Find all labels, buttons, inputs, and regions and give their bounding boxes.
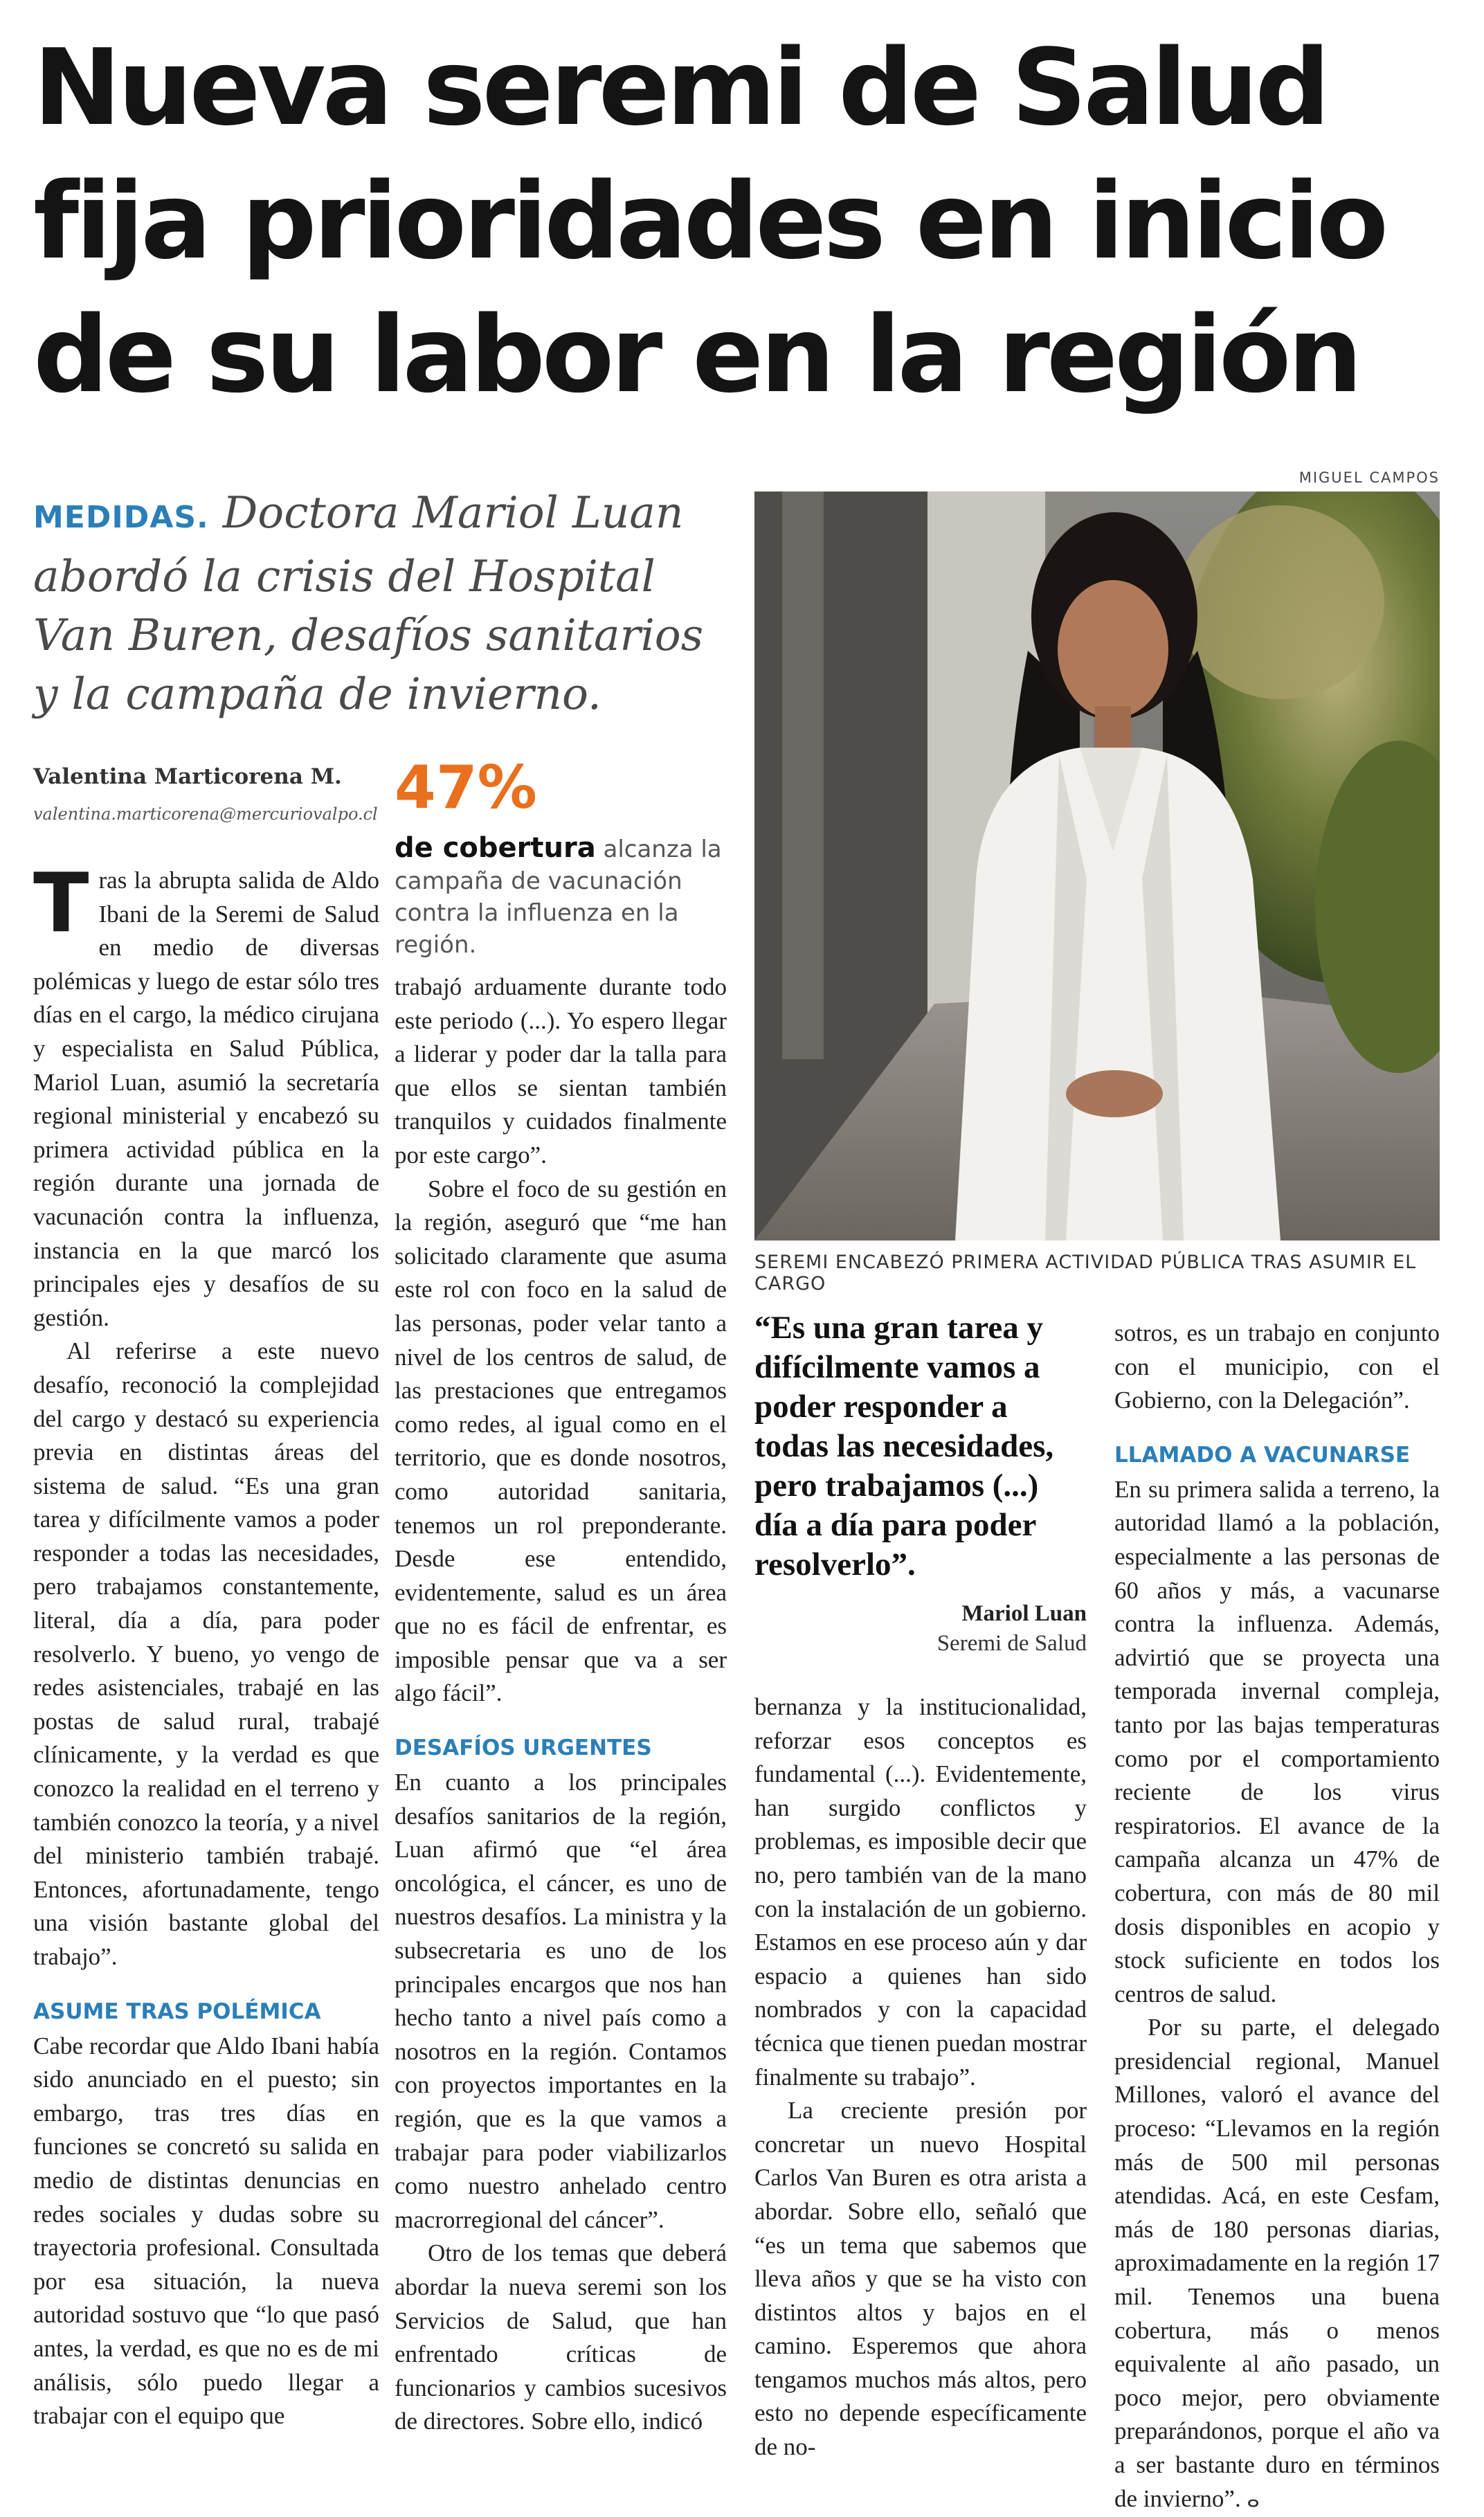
subhead-desafios: DESAFÍOS URGENTES (395, 1735, 652, 1761)
body-column-4 (1114, 1317, 1440, 2517)
body-column-1 (33, 855, 379, 2433)
drop-cap: T (33, 855, 89, 950)
quote-text: “Es una gran tarea y difícilmente vamos a poder responder a todas las necesidades, pero trabajamos (...) día a día para poder resolverlo”. (754, 1310, 1054, 1582)
paragraph-text: Por su parte, el delegado presidencial regional, Manuel Millones, valoró el avance del proceso: “Llevamos en la región más de 500 mil personas atendidas. Acá, en este Cesfam, más de 180 personas diarias, aproximadamente en la región 17 mil. Tenemos una buena cobertura, más o menos equivalente al año pasado, un poco mejor, pero obviamente preparándonos, porque el año va a ser bastante duro en términos de invierno”. (1114, 2014, 1440, 2512)
photo-caption: SEREMI ENCABEZÓ PRIMERA ACTIVIDAD PÚBLICA TRAS ASUMIR EL CARGO (754, 1252, 1417, 1294)
stat-text (395, 832, 727, 961)
paragraph: Sobre el foco de su gestión en la región, aseguró que “me han solicitado claramente que asuma este rol con foco en la salud de las personas, poder velar tanto a nivel de los centros de salud, de las prestaciones que entregamos como redes, al igual como en el territorio, que es donde nosotros, como autoridad sanitaria, tenemos un rol preponderante. Desde ese entendido, evidentemente, salud es un área que no es fácil de enfrentar, es imposible pensar que va a ser algo fácil”. (395, 1175, 727, 1707)
quote-name: Mariol Luan (961, 1601, 1087, 1626)
paragraph: En cuanto a los principales desafíos sanitarios de la región, Luan afirmó que “el área oncológica, el cáncer, es uno de nuestros desafíos. La ministra y la subsecretaria es uno de los principales encargos que nos han hecho tanto a nivel país como a nosotros en la región. Contamos con proyectos importantes en la región, que es la que vamos a trabajar para poder viabilizarlos como nuestro anhelado centro macrorregional del cáncer”. (395, 1769, 727, 2233)
subhead-llamado: LLAMADO A VACUNARSE (1114, 1442, 1411, 1468)
stat-value: 47% (395, 753, 537, 822)
stat-label-rest: alcanza la campaña de vacunación contra la influenza en la región. (395, 836, 722, 959)
portrait-photo (754, 491, 1440, 1241)
paragraph: sotros, es un trabajo en conjunto con el municipio, con el Gobierno, con la Delegación”. (1114, 1319, 1440, 1414)
body-column-3 (754, 1690, 1087, 2464)
subhead-asume: ASUME TRAS POLÉMICA (33, 1999, 321, 2024)
paragraph: La creciente presión por concretar un nuevo Hospital Carlos Van Buren es otra arista a abordar. Sobre ello, señaló que “es un tema que sabemos que lleva años y que se ha visto con distintos altos y bajos en el camino. Esperemos que ahora tengamos muchos más altos, pero esto no depende específicamente de no- (754, 2097, 1087, 2461)
body-column-2 (395, 971, 727, 2439)
paragraph (33, 855, 379, 1335)
pull-quote (754, 1308, 1087, 1657)
stat-label-bold: de cobertura (395, 832, 596, 864)
deck-text: Doctora Mariol Luan abordó la crisis del Hospital Van Buren, desafíos sanitarios y la campaña de invierno. (33, 487, 704, 719)
headline: Nueva seremi de Salud fija prioridades en inicio de su labor en la región (33, 26, 1386, 416)
paragraph: trabajó arduamente durante todo este periodo (...). Yo espero llegar a liderar y poder dar la talla para que ellos se sientan también tranquilos y cuidados finalmente por este cargo”. (395, 973, 727, 1169)
paragraph: Al referirse a este nuevo desafío, reconoció la complejidad del cargo y destacó su experiencia previa en distintas áreas del sistema de salud. “Es una gran tarea y difícilmente vamos a poder responder a todas las necesidades, pero trabajamos constantemente, literal, día a día, para poder resolverlo. Y bueno, yo vengo de redes asistenciales, trabajé en las postas de salud rural, trabajé clínicamente, y la verdad es que conozco la realidad en el terreno y también conozco la teoría, y a nivel del ministerio también trabajé. Entonces, afortunadamente, tengo una visión bastante global del trabajo”. (33, 1337, 379, 1970)
paragraph-text: ras la abrupta salida de Aldo Ibani de la Seremi de Salud en medio de diversas polémicas y luego de estar sólo tres días en el cargo, la médico cirujana y especialista en Salud Pública, Mariol Luan, asumió la secretaría regional ministerial y encabezó su primera actividad pública en la región durante una jornada de vacunación contra la influenza, instancia en la que marcó los principales ejes y desafíos de su gestión. (33, 867, 379, 1331)
byline-author: Valentina Marticorena M. (33, 764, 342, 789)
paragraph: Otro de los temas que deberá abordar la nueva seremi son los Servicios de Salud, que han enfrentado críticas de funcionarios y cambios sucesivos de directores. Sobre ello, indicó (395, 2239, 727, 2435)
paragraph: bernanza y la institucionalidad, reforzar esos conceptos es fundamental (...). Evidentemente, han surgido conflictos y problemas, es imposible decir que no, pero también van de la mano con la instalación de un gobierno. Estamos en ese proceso aún y dar espacio a quienes han sido nombrados y con la capacidad técnica que tienen puedan mostrar finalmente su trabajo”. (754, 1693, 1087, 2091)
photo-credit: MIGUEL CAMPOS (1298, 469, 1440, 486)
end-mark-icon: ⴰ (1247, 2488, 1260, 2511)
paragraph: En su primera salida a terreno, la autoridad llamó a la población, especialmente a las personas de 60 años y más, a vacunarse contra la influenza. Además, advirtió que se proyecta una temporada invernal compleja, tanto por las bajas temperaturas como por el comportamiento reciente de los virus respiratorios. El avance de la campaña alcanza un 47% de cobertura, con más de 80 mil dosis disponibles en acopio y stock suficiente en todos los centros de salud. (1114, 1475, 1440, 2008)
deck (33, 483, 732, 723)
paragraph: Cabe recordar que Aldo Ibani había sido anunciado en el puesto; sin embargo, tras tres días en funciones se concretó su salida en medio de distintas denuncias en redes sociales y dudas sobre su trayectoria profesional. Consultada por esa situación, la nueva autoridad sostuvo que “lo que pasó antes, la verdad, es que no es de mi análisis, sólo puedo llegar a trabajar con el equipo que (33, 2032, 379, 2430)
paragraph (1114, 2011, 1440, 2517)
deck-kicker: MEDIDAS. (33, 500, 209, 535)
quote-role: Seremi de Salud (936, 1631, 1087, 1656)
stat-box (395, 753, 727, 961)
byline-email: valentina.marticorena@mercuriovalpo.cl (33, 804, 378, 824)
